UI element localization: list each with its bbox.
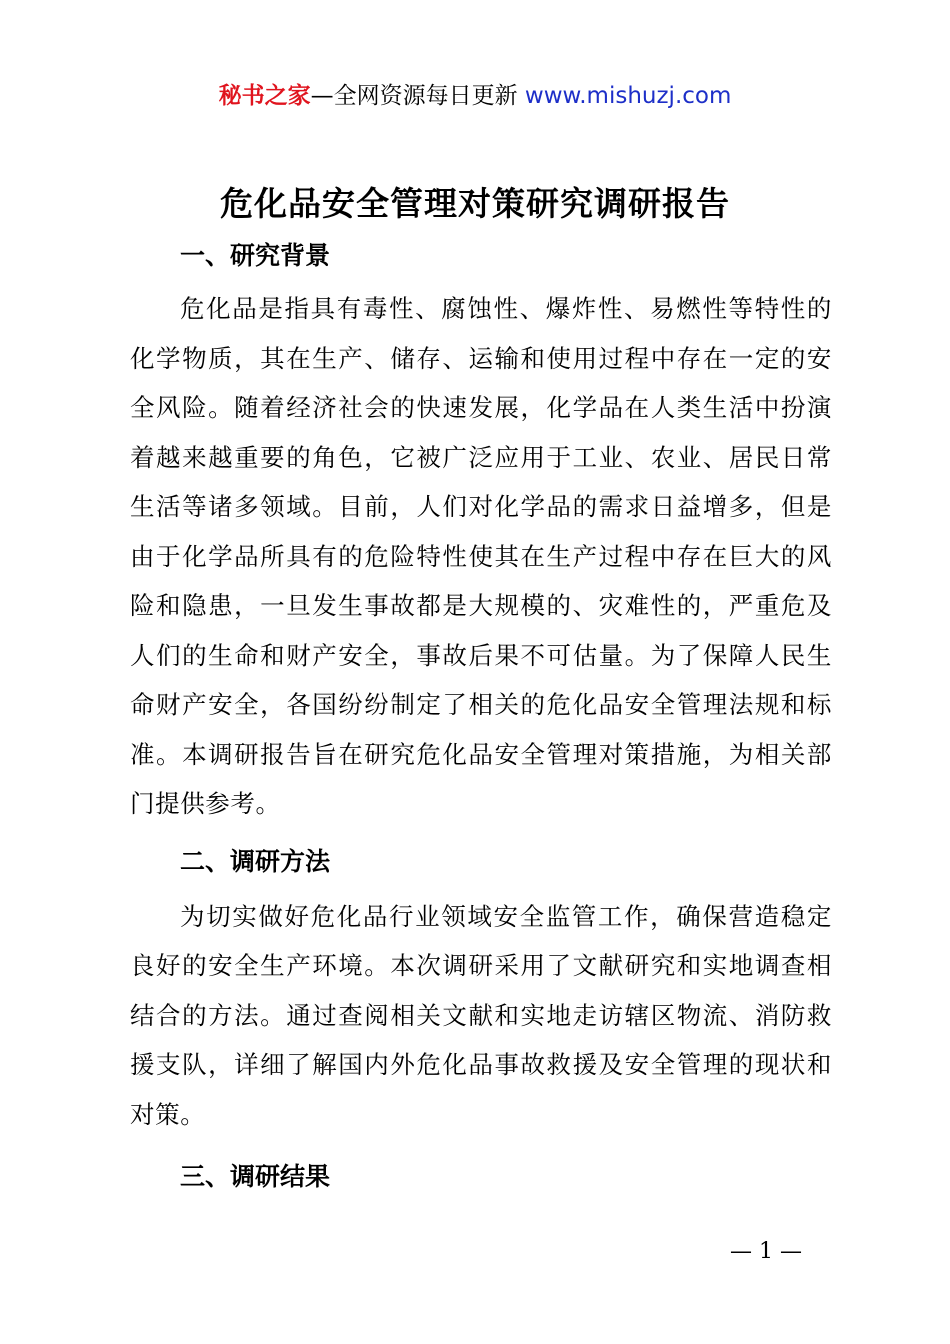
- site-banner: [0, 80, 950, 112]
- site-url[interactable]: www.mishuzj.com: [524, 83, 732, 109]
- section-heading-background: 一、研究背景: [180, 241, 331, 270]
- site-slogan: —全网资源每日更新: [310, 83, 525, 109]
- section-heading-results: 三、调研结果: [180, 1162, 331, 1191]
- site-brand: 秘书之家: [218, 83, 311, 109]
- document-body: [130, 236, 832, 1197]
- document-title: 危化品安全管理对策研究调研报告: [220, 184, 730, 223]
- paragraph-background: 危化品是指具有毒性、腐蚀性、爆炸性、易燃性等特性的化学物质，其在生产、储存、运输和使用过程中存在一定的安全风险。随着经济社会的快速发展，化学品在人类生活中扮演着越来越重要的角色，它被广泛应用于工业、农业、居民日常生活等诸多领域。目前，人们对化学品的需求日益增多，但是由于化学品所具有的危险特性使其在生产过程中存在巨大的风险和隐患，一旦发生事故都是大规模的、灾难性的，严重危及人们的生命和财产安全，事故后果不可估量。为了保障人民生命财产安全，各国纷纷制定了相关的危化品安全管理法规和标准。本调研报告旨在研究危化品安全管理对策措施，为相关部门提供参考。: [130, 294, 832, 818]
- section-heading-method: 二、调研方法: [180, 846, 331, 876]
- paragraph-method: 为切实做好危化品行业领域安全监管工作，确保营造稳定良好的安全生产环境。本次调研采用了文献研究和实地调查相结合的方法。通过查阅相关文献和实地走访辖区物流、消防救援支队，详细了解国内外危化品事故救援及安全管理的现状和对策。: [130, 901, 832, 1129]
- page-number: — 1 —: [730, 1239, 802, 1264]
